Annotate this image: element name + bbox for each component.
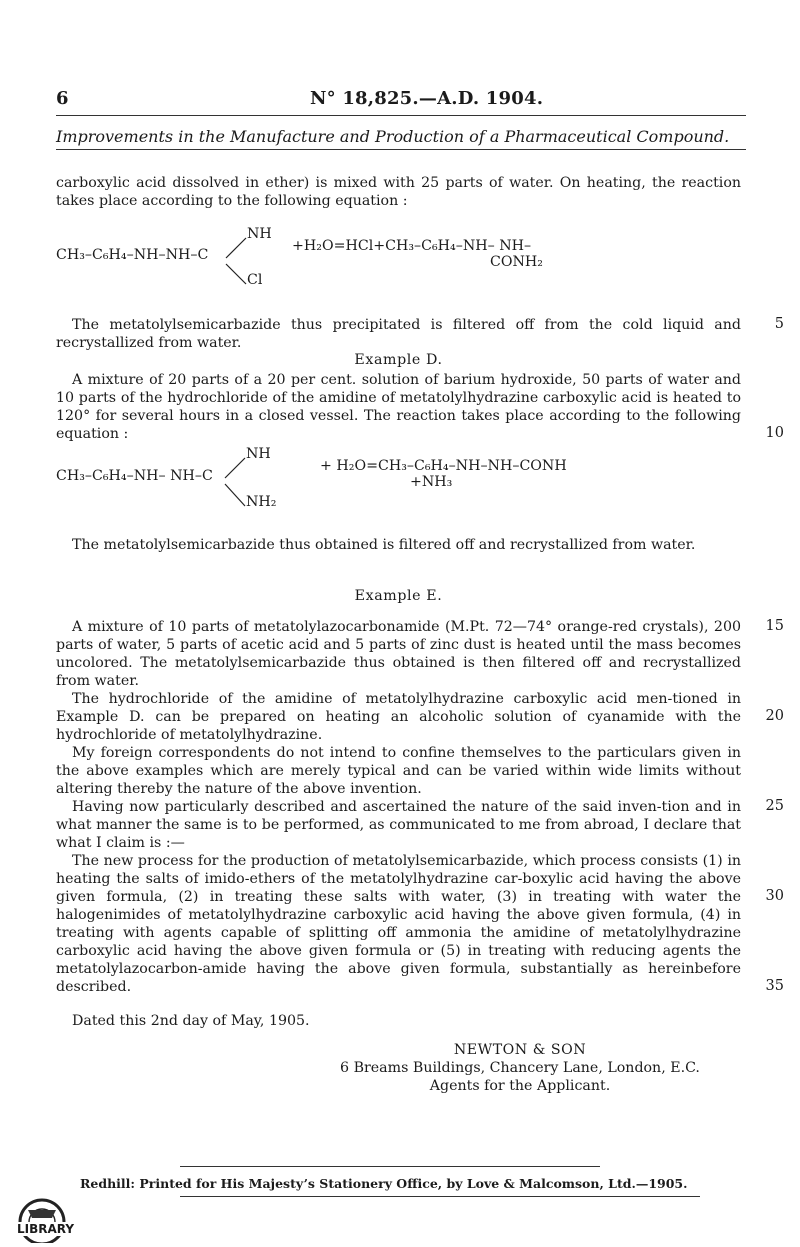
equation-1-top-branch: NH (247, 226, 272, 242)
paragraph-claim: The new process for the production of metatolylsemicarbazide, which process consists (1) in heating the salts of imido-ethers of the metatolylhydrazine car-boxylic acid having the above given formula, (2) in treating these salts with water, (3) in treating with water the halogenimides of metatolylhydrazine carboxylic acid having the above given formula, (4) in treating with agents capable of splitting off ammonia the amidine of metatolylhydrazine carboxylic acid having the above given formula or (5) in treating with reducing agents the metatolylazocarbon-amide having the above given formula, substantially as hereinbefore described. (56, 853, 741, 995)
line-number: 35 (765, 978, 784, 994)
line-number: 30 (765, 888, 784, 904)
line-number: 10 (765, 425, 784, 441)
signature-role: Agents for the Applicant. (429, 1078, 611, 1094)
equation-1-bond-lines (224, 236, 250, 288)
equation-1-left: CH₃–C₆H₄–NH–NH–C (56, 247, 209, 263)
signature-address: 6 Breams Buildings, Chancery Lane, London, E.C. (340, 1060, 700, 1076)
library-stamp-label: LIBRARY (17, 1222, 75, 1236)
equation-2-left: CH₃–C₆H₄–NH– NH–C (56, 468, 213, 484)
paragraph-example-e: A mixture of 10 parts of metatolylazocarbonamide (M.Pt. 72—74° orange-red crystals), 200 parts of water, 5 parts of acetic acid and 5 parts of zinc dust is heated until the mass becomes uncolored. The metatolylsemicarbazide thus obtained is then filtered off and recrystallized from water. (56, 619, 741, 689)
running-title: Improvements in the Manufacture and Production of a Pharmaceutical Compound. (56, 127, 730, 146)
equation-1 (56, 226, 746, 296)
heading-example-e: Example E. (354, 588, 443, 604)
equation-1-right-line2: CONH₂ (490, 254, 543, 270)
equation-2 (56, 446, 746, 521)
equation-2-right-line1: + H₂O=CH₃–C₆H₄–NH–NH–CONH (320, 458, 567, 474)
paragraph-metatolylsemicarbazide-precipitated: The metatolylsemicarbazide thus precipitated is filtered off from the cold liquid and recrystallized from water. (56, 317, 741, 351)
footer-rule-bottom (180, 1196, 700, 1197)
paragraph-claim-intro: Having now particularly described and ascertained the nature of the said inven-tion and in what manner the same is to be performed, as communicated to me from abroad, I declare that what I claim is :— (56, 799, 741, 851)
line-number: 5 (774, 316, 784, 332)
equation-2-bottom-branch: NH₂ (246, 494, 277, 510)
library-stamp (2, 1196, 76, 1243)
heading-example-d: Example D. (354, 352, 443, 368)
printer-imprint: Redhill: Printed for His Majesty’s Stationery Office, by Love & Malcomson, Ltd.—1905. (80, 1176, 688, 1191)
line-number: 15 (765, 618, 784, 634)
equation-1-bottom-branch: Cl (247, 272, 263, 288)
paragraph-hydrochloride-preparation: The hydrochloride of the amidine of metatolylhydrazine carboxylic acid men-tioned in Example D. can be prepared on heating an alcoholic solution of cyanamide with the hydrochloride of metatolylhydrazine. (56, 691, 741, 743)
paragraph-foreign-correspondents: My foreign correspondents do not intend to confine themselves to the particulars given in the above examples which are merely typical and can be varied within wide limits without altering thereby the nature of the above invention. (56, 745, 741, 797)
header-rule (56, 115, 746, 116)
equation-2-right-line2: +NH₃ (410, 474, 453, 490)
patent-reference: N° 18,825.—A.D. 1904. (310, 88, 544, 109)
title-rule (56, 149, 746, 150)
footer-rule (180, 1166, 600, 1167)
paragraph-example-d: A mixture of 20 parts of a 20 per cent. solution of barium hydroxide, 50 parts of water and 10 parts of the hydrochloride of the amidine of metatolylhydrazine carboxylic acid is heated to 120° for several hours in a closed vessel. The reaction takes place according to the following equation : (56, 372, 741, 442)
page-number: 6 (56, 88, 69, 109)
equation-2-bond-lines (223, 456, 249, 510)
equation-1-right-line1: +H₂O=HCl+CH₃–C₆H₄–NH– NH– (292, 238, 532, 254)
paragraph-metatolylsemicarbazide-obtained: The metatolylsemicarbazide thus obtained is filtered off and recrystallized from water. (72, 537, 696, 553)
line-number: 25 (765, 798, 784, 814)
signature-name: NEWTON & SON (453, 1042, 587, 1058)
dated-line: Dated this 2nd day of May, 1905. (72, 1013, 310, 1029)
equation-2-top-branch: NH (246, 446, 271, 462)
paragraph-intro: carboxylic acid dissolved in ether) is mixed with 25 parts of water. On heating, the reaction takes place according to the following equation : (56, 175, 741, 209)
line-number: 20 (765, 708, 784, 724)
